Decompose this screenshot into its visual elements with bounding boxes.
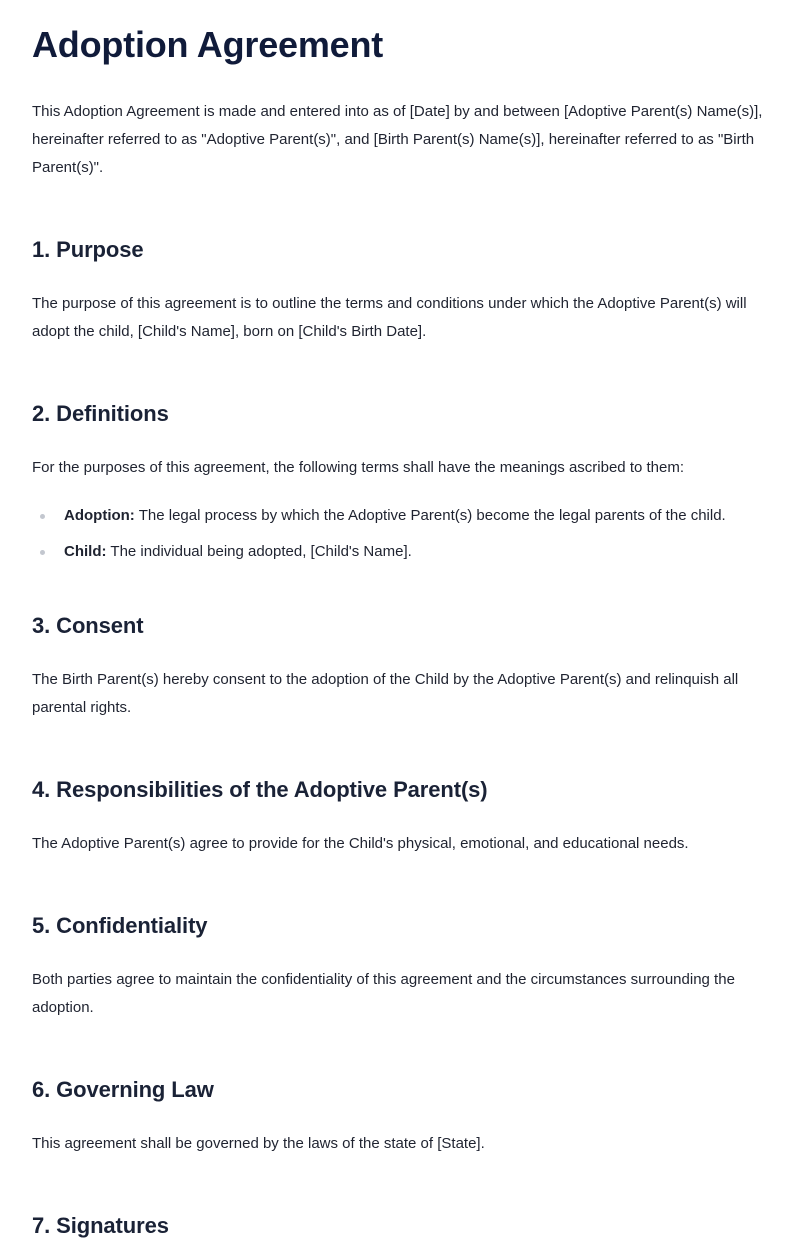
section-body-definitions: For the purposes of this agreement, the following terms shall have the meanings ascribed to them: [32,459,685,476]
section-body-purpose: The purpose of this agreement is to outline the terms and conditions under which the Adoptive Parent(s) will adopt the child, [Child's Name], born on [Child's Birth Date]. [32,295,747,340]
bullet-icon [40,514,45,519]
definition-term: Adoption: [64,507,135,524]
section-heading-confidentiality: 5. Confidentiality [32,913,208,938]
section-body-consent: The Birth Parent(s) hereby consent to the adoption of the Child by the Adoptive Parent(s) and relinquish all parental rights. [32,671,739,716]
definition-text: The individual being adopted, [Child's Name]. [110,543,412,560]
document-title: Adoption Agreement [32,24,384,65]
section-body-governing-law: This agreement shall be governed by the laws of the state of [State]. [32,1135,485,1152]
section-heading-signatures: 7. Signatures [32,1213,169,1238]
section-heading-consent: 3. Consent [32,613,144,638]
definition-item [32,502,768,530]
definition-text: The legal process by which the Adoptive Parent(s) become the legal parents of the child. [138,507,726,524]
definition-item [32,538,768,566]
section-heading-definitions: 2. Definitions [32,401,169,426]
section-body-confidentiality: Both parties agree to maintain the confidentiality of this agreement and the circumstances surrounding the adoption. [32,971,735,1016]
section-heading-purpose: 1. Purpose [32,237,144,262]
intro-paragraph: This Adoption Agreement is made and entered into as of [Date] by and between [Adoptive Parent(s) Name(s)], hereinafter referred to as "Adoptive Parent(s)", and [Birth Parent(s) Name(s)], hereinafter referred to as "Birth Parent(s)". [32,103,763,176]
section-heading-governing-law: 6. Governing Law [32,1077,214,1102]
definition-term: Child: [64,543,107,560]
section-heading-responsibilities: 4. Responsibilities of the Adoptive Parent(s) [32,777,488,802]
section-body-responsibilities: The Adoptive Parent(s) agree to provide for the Child's physical, emotional, and educational needs. [32,835,689,852]
bullet-icon [40,550,45,555]
definitions-list [32,502,768,566]
